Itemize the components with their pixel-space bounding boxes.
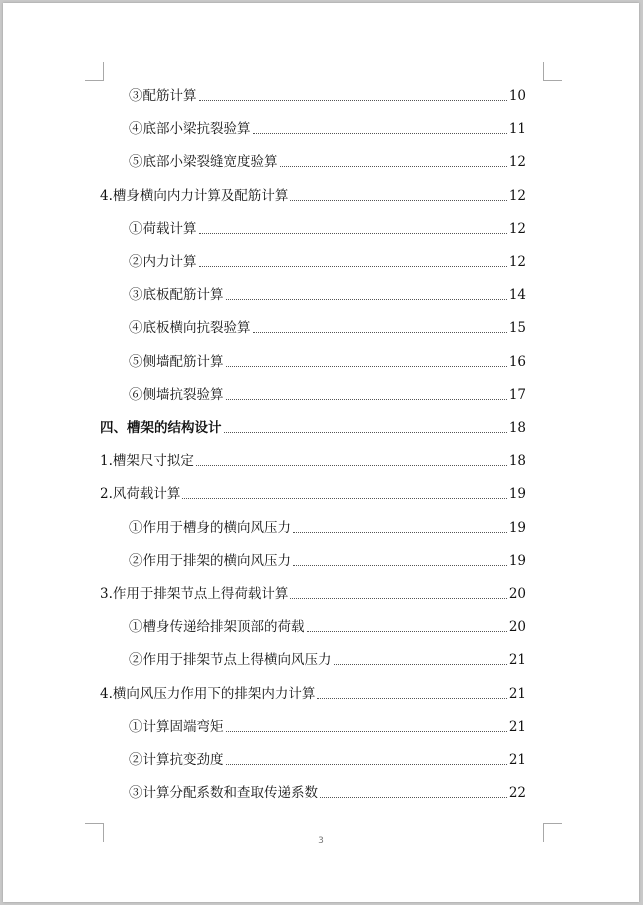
toc-entry-page: 18 — [508, 453, 526, 469]
toc-entry[interactable] — [100, 186, 526, 206]
toc-entry[interactable] — [129, 551, 526, 571]
toc-entry[interactable] — [129, 318, 526, 338]
toc-entry-title: ③配筋计算 — [129, 88, 197, 104]
toc-entry-page: 12 — [508, 254, 526, 270]
toc-entry-page: 16 — [508, 354, 526, 370]
toc-leader-dots — [226, 398, 507, 400]
toc-leader-dots — [317, 697, 506, 699]
toc-leader-dots — [199, 265, 507, 267]
toc-leader-dots — [253, 132, 507, 134]
toc-entry-title: ⑤侧墙配筋计算 — [129, 354, 224, 370]
toc-entry[interactable] — [129, 152, 526, 172]
toc-entry-title: ②作用于排架的横向风压力 — [129, 553, 291, 569]
toc-entry-page: 21 — [508, 752, 526, 768]
toc-leader-dots — [293, 564, 507, 566]
toc-leader-dots — [290, 597, 506, 599]
toc-leader-dots — [293, 531, 507, 533]
toc-leader-dots — [307, 630, 507, 632]
toc-entry[interactable] — [129, 650, 526, 670]
toc-entry[interactable] — [129, 285, 526, 305]
toc-entry-page: 14 — [508, 287, 526, 303]
toc-entry-page: 19 — [508, 553, 526, 569]
toc-leader-dots — [196, 464, 507, 466]
toc-entry[interactable] — [129, 783, 526, 803]
toc-entry[interactable] — [129, 518, 526, 538]
toc-leader-dots — [320, 796, 507, 798]
toc-entry-title: 4.槽身横向内力计算及配筋计算 — [100, 188, 289, 204]
toc-entry-page: 12 — [508, 221, 526, 237]
toc-entry-page: 12 — [508, 154, 526, 170]
toc-entry-title: ①槽身传递给排架顶部的荷载 — [129, 619, 305, 635]
toc-entry[interactable] — [129, 352, 526, 372]
toc-entry-title: 4.横向风压力作用下的排架内力计算 — [100, 686, 316, 702]
toc-entry-page: 19 — [508, 486, 526, 502]
toc-leader-dots — [253, 331, 507, 333]
toc-entry-page: 17 — [508, 387, 526, 403]
toc-entry-title: ⑥侧墙抗裂验算 — [129, 387, 224, 403]
toc-entry-page: 21 — [508, 686, 526, 702]
toc-entry[interactable] — [100, 418, 526, 438]
toc-entry[interactable] — [129, 119, 526, 139]
toc-entry[interactable] — [100, 451, 526, 471]
toc-entry[interactable] — [129, 219, 526, 239]
toc-leader-dots — [280, 165, 507, 167]
toc-entry-title: ①计算固端弯矩 — [129, 719, 224, 735]
toc-entry-title: 1.槽架尺寸拟定 — [100, 453, 194, 469]
toc-entry-title: ③计算分配系数和查取传递系数 — [129, 785, 318, 801]
toc-leader-dots — [226, 365, 507, 367]
toc-leader-dots — [224, 431, 507, 433]
toc-entry[interactable] — [129, 86, 526, 106]
document-page — [3, 3, 639, 902]
toc-entry-title: 2.风荷载计算 — [100, 486, 181, 502]
toc-entry-title: ②内力计算 — [129, 254, 197, 270]
toc-entry-title: ②作用于排架节点上得横向风压力 — [129, 652, 332, 668]
toc-entry[interactable] — [129, 385, 526, 405]
toc-entry-page: 15 — [508, 320, 526, 336]
page-number: 3 — [318, 836, 324, 846]
toc-entry-title: ⑤底部小梁裂缝宽度验算 — [129, 154, 278, 170]
toc-entry-page: 11 — [508, 121, 526, 137]
toc-leader-dots — [199, 99, 507, 101]
toc-entry[interactable] — [100, 684, 526, 704]
toc-entry[interactable] — [129, 750, 526, 770]
toc-entry-page: 10 — [508, 88, 526, 104]
toc-leader-dots — [226, 763, 507, 765]
toc-entry-page: 22 — [508, 785, 526, 801]
toc-leader-dots — [290, 199, 506, 201]
toc-entry[interactable] — [100, 584, 526, 604]
toc-entry-title: ④底板横向抗裂验算 — [129, 320, 251, 336]
toc-entry-page: 18 — [508, 420, 526, 436]
toc-entry-title: 3.作用于排架节点上得荷载计算 — [100, 586, 289, 602]
toc-leader-dots — [226, 298, 507, 300]
toc-entry-page: 21 — [508, 719, 526, 735]
toc-entry-page: 21 — [508, 652, 526, 668]
toc-leader-dots — [182, 497, 506, 499]
toc-entry[interactable] — [129, 617, 526, 637]
toc-entry[interactable] — [129, 252, 526, 272]
toc-leader-dots — [199, 232, 507, 234]
toc-entry[interactable] — [100, 484, 526, 504]
toc-entry-page: 20 — [508, 586, 526, 602]
toc-entry-title: ②计算抗变劲度 — [129, 752, 224, 768]
crop-mark-top-right — [543, 62, 562, 81]
toc-entry-title: ④底部小梁抗裂验算 — [129, 121, 251, 137]
toc-leader-dots — [334, 663, 507, 665]
toc-entry[interactable] — [129, 717, 526, 737]
toc-entry-page: 20 — [508, 619, 526, 635]
toc-entry-title: ①荷载计算 — [129, 221, 197, 237]
crop-mark-top-left — [85, 62, 104, 81]
toc-leader-dots — [226, 730, 507, 732]
toc-entry-title: 四、槽架的结构设计 — [100, 420, 222, 436]
toc-entry-page: 12 — [508, 188, 526, 204]
toc-entry-title: ①作用于槽身的横向风压力 — [129, 520, 291, 536]
toc-entry-title: ③底板配筋计算 — [129, 287, 224, 303]
toc-entry-page: 19 — [508, 520, 526, 536]
